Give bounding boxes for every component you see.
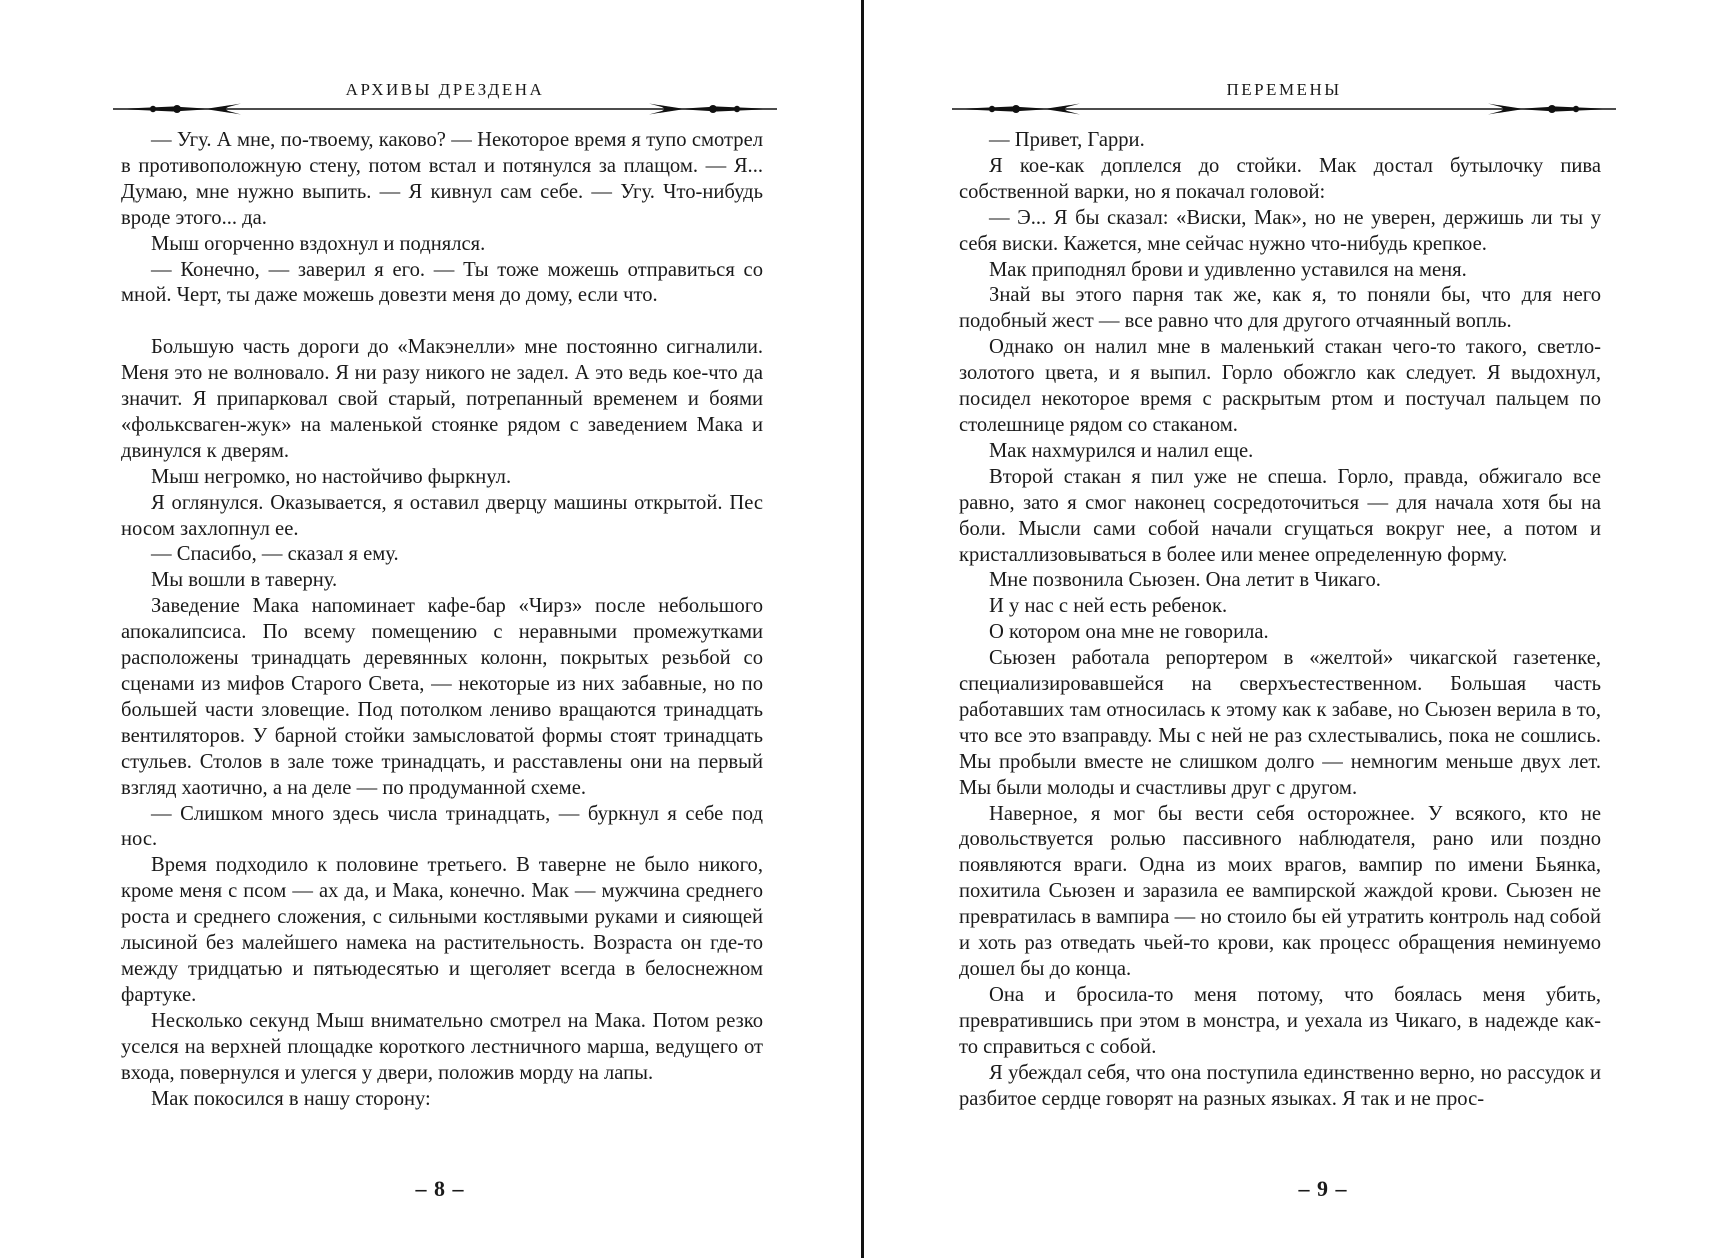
paragraph: — Угу. А мне, по-твоему, каково? — Некоторое время я тупо смотрел в противоположную стену, потом встал и потянулся за плащом. — Я... Думаю, мне нужно выпить. — Я кивнул сам себе. — Угу. Что-нибудь вроде этого... да.	[121, 129, 763, 229]
running-head: АРХИВЫ ДРЕЗДЕНА	[345, 80, 545, 99]
paragraph: Мыш огорченно вздохнул и поднялся.	[151, 232, 486, 255]
paragraph: Мак нахмурился и налил еще.	[989, 439, 1254, 462]
header-ornament-rule	[113, 98, 777, 120]
body-text	[121, 128, 763, 1112]
paragraph: Мак приподнял брови и удивленно уставился на меня.	[989, 258, 1467, 281]
paragraph: И у нас с ней есть ребенок.	[989, 595, 1228, 618]
paragraph: Мне позвонила Сьюзен. Она летит в Чикаго.	[989, 569, 1381, 592]
paragraph: — Конечно, — заверил я его. — Ты тоже можешь отправиться со мной. Черт, ты даже можешь довезти меня до дому, если что.	[121, 258, 763, 307]
paragraph: О котором она мне не говорила.	[989, 621, 1269, 644]
body-text	[959, 128, 1601, 1112]
paragraph: Мак покосился в нашу сторону:	[151, 1087, 431, 1110]
paragraph: Мыш негромко, но настойчиво фыркнул.	[151, 465, 512, 488]
paragraph: Я убеждал себя, что она поступила единственно верно, но рассудок и разбитое сердце говорят на разных языках. Я так и не прос-	[959, 1061, 1601, 1110]
paragraph: Мы вошли в таверну.	[151, 569, 338, 592]
paragraph: Знай вы этого парня так же, как я, то поняли бы, что для него подобный жест — все равно что для другого отчаянный вопль.	[959, 284, 1601, 333]
paragraph: — Слишком много здесь числа тринадцать, — буркнул я себе под нос.	[121, 802, 763, 851]
paragraph: Однако он налил мне в маленький стакан чего-то такого, светло-золотого цвета, и я выпил. Горло обожгло как следует. Я выдохнул, посидел некоторое время с раскрытым ртом и постучал пальцем по столешнице рядом со стаканом.	[959, 336, 1601, 436]
paragraph: Несколько секунд Мыш внимательно смотрел на Мака. Потом резко уселся на верхней площадке короткого лестничного марша, ведущего от входа, повернулся и улегся у двери, положив морду на лапы.	[121, 1009, 763, 1084]
header-ornament-rule	[952, 98, 1616, 120]
paragraph: Второй стакан я пил уже не спеша. Горло, правда, обжигало все равно, зато я смог наконец сосредоточиться — для начала хотя бы на боли. Мысли сами собой начали сгущаться вокруг нее, а потом и кристаллизовываться в более или менее определенную форму.	[959, 465, 1601, 566]
paragraph: — Э... Я бы сказал: «Виски, Мак», но не уверен, держишь ли ты у себя виски. Кажется, мне сейчас нужно что-нибудь крепкое.	[959, 206, 1601, 255]
paragraph: Она и бросила-то меня потому, что боялась меня убить, превратившись при этом в монстра, и уехала из Чикаго, в надежде как-то справиться с собой.	[959, 983, 1601, 1058]
paragraph: — Спасибо, — сказал я ему.	[151, 543, 399, 566]
paragraph: Сьюзен работала репортером в «желтой» чикагской газетенке, специализировавшейся на сверхъестественном. Большая часть работавших там относилась к этому как к забаве, но Сьюзен верила в то, что все это взаправду. Мы с ней не раз схлестывались, пока не сошлись. Мы пробыли вместе не слишком долго — немногим меньше двух лет. Мы были молоды и счастливы друг с другом.	[959, 647, 1601, 799]
running-head: ПЕРЕМЕНЫ	[1226, 80, 1342, 99]
right-page	[864, 0, 1709, 1258]
paragraph: — Привет, Гарри.	[989, 129, 1145, 151]
paragraph: Я кое-как доплелся до стойки. Мак достал бутылочку пива собственной варки, но я покачал головой:	[959, 154, 1601, 203]
paragraph: Наверное, я мог бы вести себя осторожнее. У всякого, кто не довольствуется ролью пассивного наблюдателя, рано или поздно появляются враги. Одна из моих врагов, вампир по имени Бьянка, похитила Сьюзен и заразила ее вампирской жаждой крови. Сьюзен не превратилась в вампира — но стоило бы ей утратить контроль над собой и хоть раз отведать чьей-то крови, как процесс обращения неминуемо дошел бы до конца.	[959, 802, 1601, 980]
paragraph: Время подходило к половине третьего. В таверне не было никого, кроме меня с псом — ах да, и Мака, конечно. Мак — мужчина среднего роста и среднего сложения, с сильными костлявыми руками и сияющей лысиной без малейшего намека на растительность. Возраста он где-то между тридцатью и пятьюдесятью и щеголяет всегда в белоснежном фартуке.	[121, 854, 763, 1006]
paragraph: Я оглянулся. Оказывается, я оставил дверцу машины открытой. Пес носом захлопнул ее.	[121, 491, 763, 540]
paragraph: Заведение Мака напоминает кафе-бар «Чирз» после небольшого апокалипсиса. По всему помещению с неравными промежутками расположены тринадцать деревянных колонн, покрытых резьбой со сценами из мифов Старого Света, — некоторые из них забавные, но по большей части зловещие. Под потолком лениво вращаются тринадцать вентиляторов. У барной стойки замысловатой формы стоят тринадцать стульев. Столов в зале тоже тринадцать, и расставлены они на первый взгляд хаотично, а на деле — по продуманной схеме.	[121, 595, 763, 799]
paragraph: Большую часть дороги до «Макэнелли» мне постоянно сигналили. Меня это не волновало. Я ни разу никого не задел. А это ведь кое-что да значит. Я припарковал свой старый, потрепанный временем и боями «фольксваген-жук» на маленькой стоянке рядом с заведением Мака и двинулся к дверям.	[121, 336, 763, 462]
page-number: – 9 –	[1298, 1176, 1348, 1201]
page-number: – 8 –	[415, 1176, 465, 1201]
